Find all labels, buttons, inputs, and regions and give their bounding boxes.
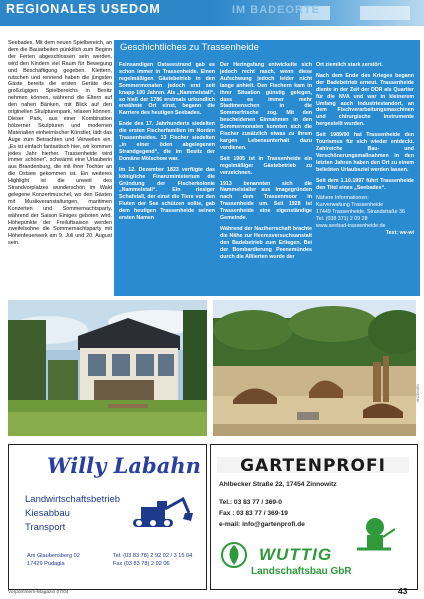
article-paragraph: Seebades. Mit dem neuen Spielbereich, an dem die Bauarbeiten pünktlich zum Beginn der Ferien abgeschlossen sein werden, wird den Kindern viel Raum für Bewegung und Beschäftigung gegeben. Klettern, rutschen und rennend haben die jüngsten Gäste bereits die ersten Geräte des großzügigen Spielbereichs in Besitz nehmen können, während die Eltern auf den nahen Bänken, mit Blick auf den originellen Skulpturenpark, relaxen können. Dieser Park, aus einer Kombination hölzerner Skulpturen und modernen Materialien einheimischer Künstler, lädt das Auge zum Betrachten und Verweilen ein. „Es ist einfach fantastisch hier, wir kommen jedes Jahr hierher. Trassenheide wird immer schöner“, schwärmt eine Urlauberin aus Brandenburg, die mit ihrer Tochter an die Ostsee gekommen ist. Ein weiteres Highlight ist die unweit des Strandvorplatzes wunderschön im Wald gelegene Konzertmuschel, wo den Gästen mit Musikveranstaltungen, maritimen Konzerten und Sommernachtsparty, während der Saison Einiges geboten wird. Höhepunkte der Freiluftsaison werden zweifelsohne die Sommernachtsparty mit Höhenfeuerwerk am 9. Juli und 20. August sein. [8,40,112,247]
ad2-fax: Fax : 03 83 77 / 369-19 [219,510,288,517]
feature-column-2 [220,62,312,264]
info-url: www.seebad-trassenheide.de [316,223,386,230]
photo-building [8,300,207,436]
ad1-street: Am Glaubensberg 02 [27,553,80,559]
feature-paragraph: Seit dem 1.10.1997 führt Trassenheide den Titel eines „Seebades“. [316,177,414,191]
ad-gartenprofi [210,444,418,590]
ad1-service-line: Kiesabbau [25,508,70,519]
ad1-city: 17429 Pudagla [27,560,65,567]
ad1-service-line: Landwirtschaftsbetrieb [25,494,121,505]
feature-paragraph: Ort ziemlich stark zerstört. [316,62,383,68]
page-number: 43 [398,586,408,596]
history-feature-box [114,40,420,296]
feature-paragraph: Feinsandigen Ostseestrand gab es schon immer in Trassenheide. Einen regelmäßigen Gästebetrieb in den Sommermonaten jedoch erst seit knapp 100 Jahren. Als „Nammelstall“, so hieß der 1786 erstmals urkundlich erwähnte Ort einst, begann die Karriere des heutigen Seebades. [119,62,215,117]
ad1-service-line: Transport [25,522,66,533]
playground-photo [213,300,416,436]
ad2-contact [219,497,305,530]
ad2-logo-word: WUTTIG [259,545,333,564]
ad2-phone: Tel.: 03 83 77 / 369-0 [219,499,282,506]
leaf-icon [221,539,247,571]
photo-playground [213,300,416,436]
info-line: Nähere Informationen: [316,195,369,202]
ad1-phone: Tel. (03 83 78) 2 92 02 / 3 15 04 [113,553,193,559]
feature-paragraph: Der Heringsfang entwickelte sich jedoch recht rasch, wenn diese Aufschwung jedoch leider nicht lange anhielt. Den Fischern kam in ihrer Situation günstig gelegen, dass es immer mehr Stadtmenschen in die Sommerfrische zog. Mit den bescheidenen Einnahmen in den Sommermonaten konnten sich die Fischer zusätzlich etwas zu ihrem kargen Lebensunterhalt dazu verdienen. [220,62,312,151]
magazine-footer: Vorpommern-Magazin 07/04 [8,590,69,595]
feature-paragraph: Seit 1989/90 hat Trassenheide den Tourismus für sich wieder entdeckt. Zahlreiche Bau- und Verschönerungsmaßnahmen in den letzten Jahren haben den Ort zu einem beliebten Urlaubsziel werden lassen. [316,132,414,173]
ad1-services [25,493,120,535]
header-photo-detail [360,6,410,20]
ad2-logo-subtitle: Landschaftsbau GbR [251,566,352,577]
ad2-email: e-mail: info@gartenprofi.de [219,521,305,528]
ad1-company-name: Willy Labahn [47,453,201,478]
left-article-column [8,40,112,249]
header-ghost-text: IM BADEORTE [232,4,320,16]
feature-heading: Geschichtliches zu Trassenheide [120,42,259,53]
feature-paragraph: 1913 benannten sich die Nammelstaller aus Imagegründen nach dem Trassenmoor in Trassenheide um. Seit 1928 ist Trassenheide eine eigenständige Gemeinde. [220,180,312,222]
gardener-icon [349,515,399,555]
info-line: Kurverwaltung Trassenheide [316,202,384,209]
section-header-bar [0,0,424,26]
feature-paragraph: Im 12. Dezember 1823 verfügte das königliche Finanzministerium die Gründung der Fischerkolonie „Nammelstall“. Ein riesiger Schafstall, der einst die Tiere vor den Fluten der See schützen sollte, gab dem heutigen Trassenheide seinen ersten Namen [119,166,215,222]
section-title: REGIONALES USEDOM [6,2,161,16]
ad2-address: Ahlbecker Straße 22, 17454 Zinnowitz [219,481,337,488]
ad1-contact [113,553,192,568]
feature-paragraph: Nach dem Ende des Krieges begann der Badebetrieb erneut. Trassenheide diente in der Zeit der DDR als Quartier für die NVA und war in kleinerem Umfang auch Industriestandort, an dem Fischverarbeitungsmaschinen und chirurgische Instrumente hergestellt wurden. [316,72,414,128]
ad2-brand: GARTENPROFI [217,457,409,473]
ad-willy-labahn [8,444,207,590]
ad1-address [27,553,80,568]
feature-paragraph: Seit 1905 ist in Trassenheide ein regelmäßiger Gästebetrieb zu verzeichnen. [220,155,312,176]
side-credit: ANZEIGEN [416,384,420,402]
building-photo [8,300,207,436]
ad1-fax: Fax (03 83 78) 2 92 06 [113,560,170,567]
feature-column-1 [119,62,215,226]
excavator-icon [129,493,195,533]
info-line: Tel. (038 371) 2 09 28 [316,216,368,223]
feature-paragraph: Ende des 17. Jahrhunderts siedelten die ersten Fischerfamilien im Norden Trassenheides. 13 Fischer siedelten „in einer öden abgelegenen Strandgegend“, die im Besitz der Domäne Mölschow war. [119,121,215,162]
feature-paragraph: Während der Naziherrschaft brachte die Nähe zur Heeresversuchsanstalt den Badebetrieb zum Erliegen. Bei der Bombardierung Peenemündes durch die Alliierten wurde der [220,225,312,260]
byline: Text: wv-wi [385,229,414,236]
info-line: 17449 Trassenheide, Strandstraße 36 [316,209,405,216]
feature-column-3 [316,62,414,237]
